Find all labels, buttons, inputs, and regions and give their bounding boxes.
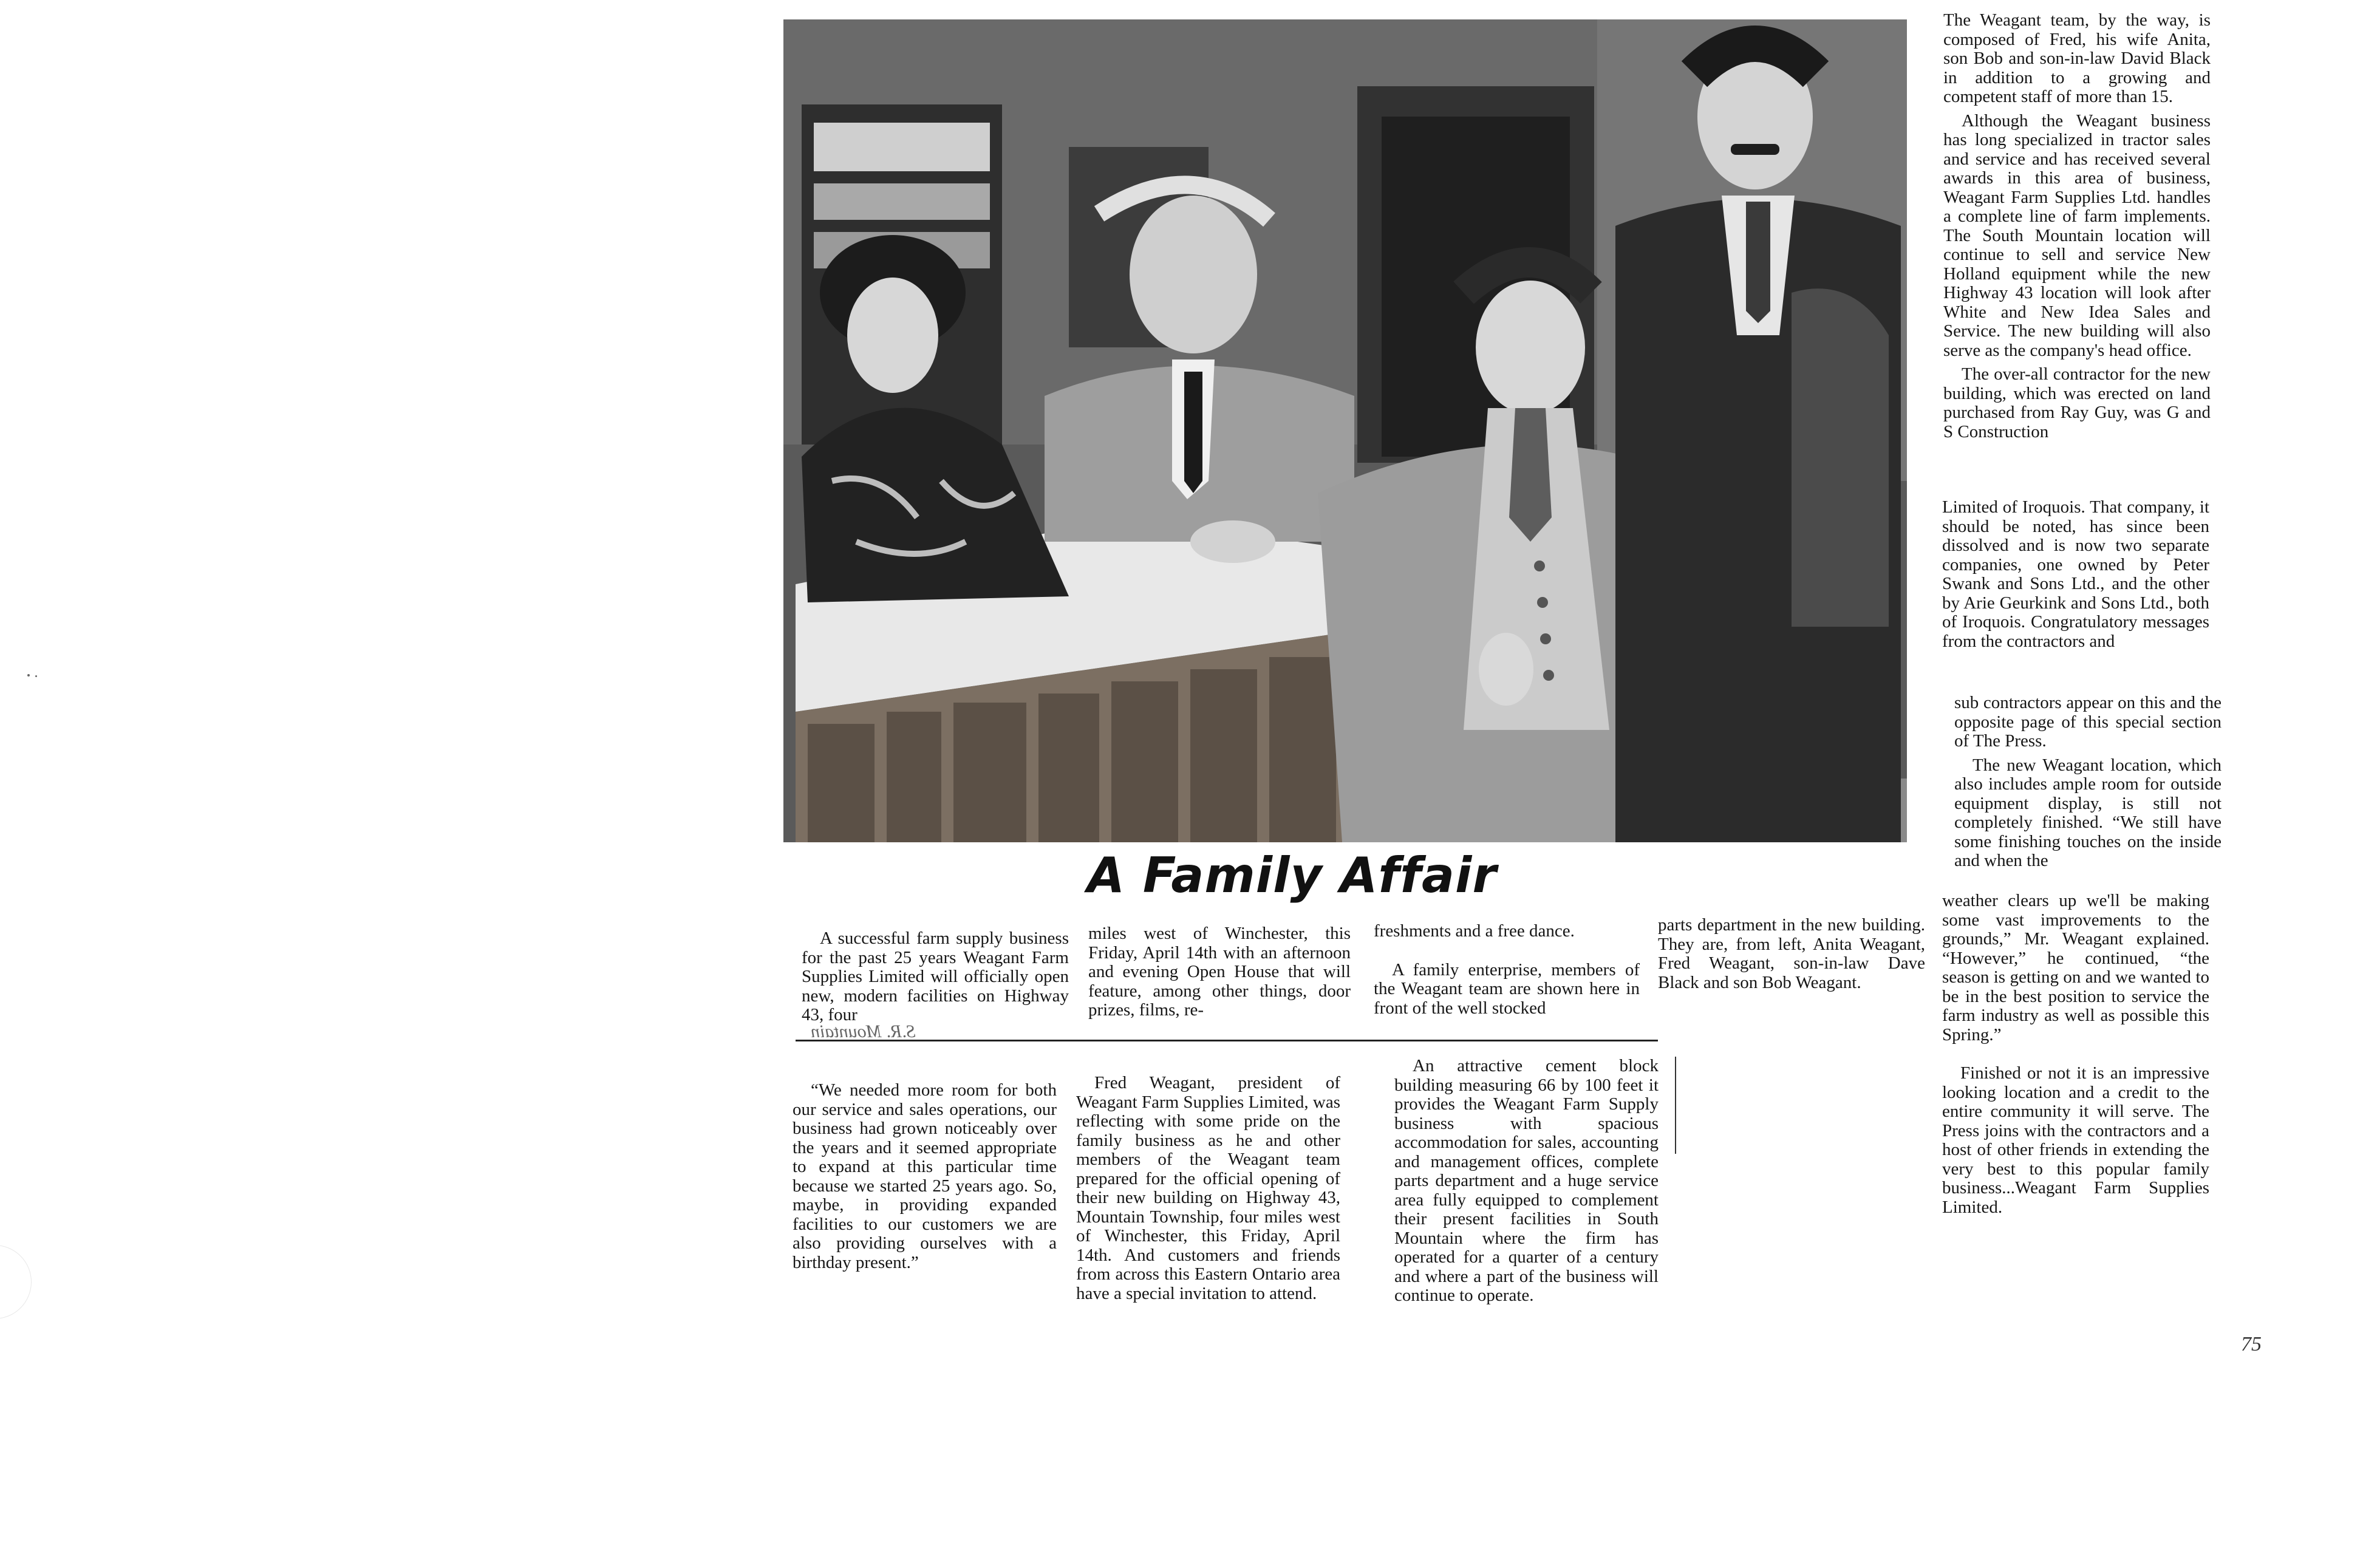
paragraph: The Weagant team, by the way, is composed of Fred, his wife Anita, son Bob and son-in-law David Black in addition to a growing and competent staff of more than 15. bbox=[1943, 10, 2211, 106]
paragraph: Finished or not it is an impressive looking location and a credit to the entire community it will serve. The Press joins with the contractors and a host of other friends in extending the very best to this popular family business...Weagant Farm Supplies Limited. bbox=[1942, 1063, 2209, 1217]
clipping-cut-line bbox=[796, 1040, 1658, 1041]
margin-speck bbox=[27, 674, 30, 676]
paragraph: parts department in the new building. They are, from left, Anita Weagant, Fred Weagant, son-in-law Dave Black and son Bob Weagant. bbox=[1658, 915, 1925, 992]
paragraph: miles west of Winchester, this Friday, April 14th with an afternoon and evening Open House that will feature, among other things, door prizes, films, re- bbox=[1088, 924, 1351, 1020]
paragraph: An attractive cement block building measuring 66 by 100 feet it provides the Weagant Farm Supply business with spacious accommodation for sales, accounting and management offices, complete parts department and a huge service area fully equipped to complement their present facilities in South Mountain where the firm has operated for a quarter of a century and where a part of the business will continue to operate. bbox=[1394, 1056, 1659, 1305]
margin-speck bbox=[35, 675, 37, 677]
punch-hole-shadow bbox=[0, 1245, 32, 1319]
paragraph: The over-all contractor for the new building, which was erected on land purchased from Ray Guy, was G and S Construction bbox=[1943, 364, 2211, 441]
article-column-6 bbox=[1076, 1074, 1340, 1303]
article-column-4 bbox=[1658, 916, 1925, 992]
paragraph: A successful farm supply business for the past 25 years Weagant Farm Supplies Limited will officially open new, modern facilities on Highway 43, four bbox=[802, 929, 1069, 1024]
bleed-through-text: S.R. Mountain bbox=[811, 1021, 916, 1041]
paragraph: Limited of Iroquois. That company, it should be noted, has since been dissolved and is now two separate companies, one owned by Peter Swank and Sons Ltd., and the other by Arie Geurkink and Sons Ltd., both of Iroquois. Congratulatory messages from the contractors and bbox=[1942, 497, 2209, 651]
family-photo bbox=[783, 19, 1907, 842]
paragraph: weather clears up we'll be making some vast improvements to the grounds,” Mr. Weagant explained. “However,” he continued, “the season is getting on and we wanted to be in the best position to service the farm industry as well as possible this Spring.” bbox=[1942, 891, 2209, 1045]
article-column-3 bbox=[1374, 922, 1640, 1018]
article-column-right-3 bbox=[1954, 694, 2221, 871]
paragraph: “We needed more room for both our service and sales operations, our business had grown noticeably over the years and it seemed appropriate to expand at this particular time because we started 25 years ago. So, maybe, in providing expanded facilities to our customers we are also providing ourselves with a birthday present.” bbox=[793, 1080, 1057, 1272]
paragraph: A family enterprise, members of the Weagant team are shown here in front of the well stocked bbox=[1374, 959, 1640, 1018]
article-column-right-1 bbox=[1943, 11, 2211, 441]
paragraph: freshments and a free dance. bbox=[1374, 921, 1575, 941]
article-column-7 bbox=[1394, 1057, 1659, 1306]
paragraph: Although the Weagant business has long specialized in tractor sales and service and has received several awards in this area of business, Weagant Farm Supplies Ltd. handles a complete line of farm implements. The South Mountain location will continue to sell and service New Holland equipment while the new Highway 43 location will look after White and New Idea Sales and Service. The new building will also serve as the company's head office. bbox=[1943, 111, 2211, 360]
paragraph: sub contractors appear on this and the opposite page of this special section of The Press. bbox=[1954, 693, 2221, 751]
article-column-2 bbox=[1088, 924, 1351, 1020]
article-column-1 bbox=[802, 929, 1069, 1025]
article-column-5 bbox=[793, 1081, 1057, 1272]
paragraph: Fred Weagant, president of Weagant Farm Supplies Limited, was reflecting with some pride on the family business as he and other members of the Weagant team prepared for the official opening of their new building on Highway 43, Mountain Township, four miles west of Winchester, this Friday, April 14th. And customers and friends from across this Eastern Ontario area have a special invitation to attend. bbox=[1076, 1073, 1340, 1303]
page-mark: 75 bbox=[2241, 1333, 2262, 1355]
article-column-right-4 bbox=[1942, 891, 2209, 1217]
article-column-right-2 bbox=[1942, 498, 2209, 651]
paragraph: The new Weagant location, which also includes ample room for outside equipment display, is still not completely finished. “We still have some finishing touches on the inside and when the bbox=[1954, 755, 2221, 870]
column-edge bbox=[1675, 1057, 1676, 1154]
headline: A Family Affair bbox=[1087, 847, 1497, 904]
